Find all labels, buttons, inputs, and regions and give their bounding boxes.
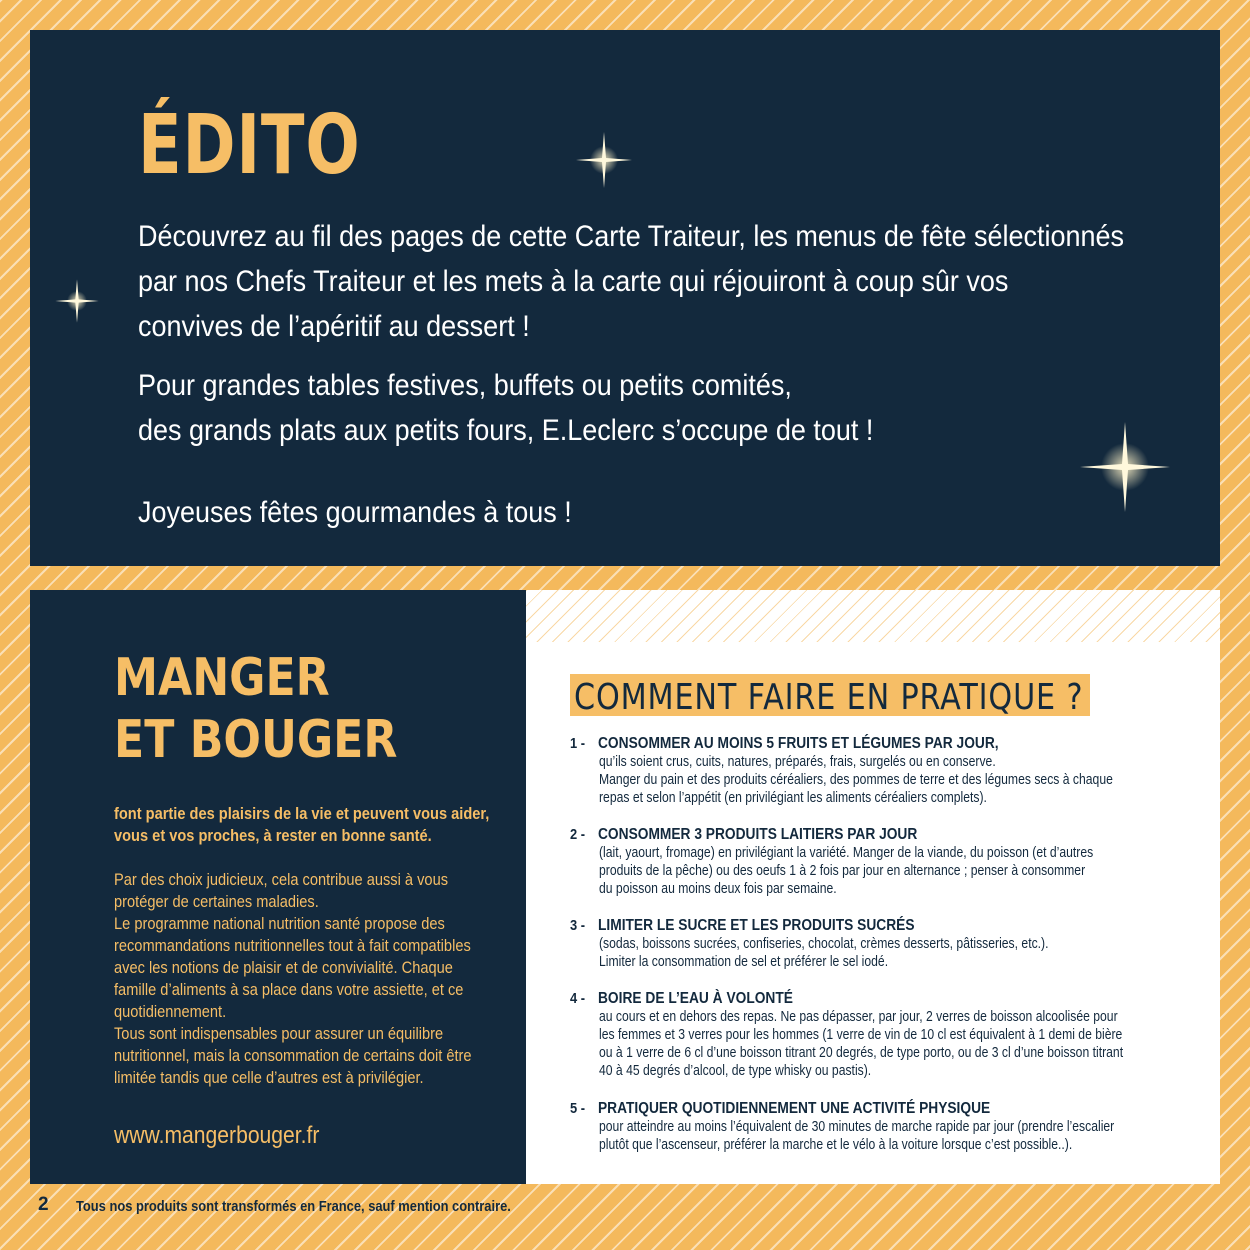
- advice-line: repas et selon l’appétit (en privilégiant les aliments céréaliers complets).: [599, 790, 987, 806]
- manger-bouger-body-line: Le programme national nutrition santé propose des: [114, 914, 445, 933]
- manger-bouger-body-line: avec les notions de plaisir et de convivialité. Chaque: [114, 958, 453, 977]
- advice-line: produits de la pêche) ou des oeufs 1 à 2 fois par jour en alternance ; penser à consommer: [599, 863, 1086, 879]
- edito-closing-line: Joyeuses fêtes gourmandes à tous !: [138, 496, 572, 529]
- pratique-heading: [570, 674, 1090, 716]
- manger-bouger-title: MANGER: [114, 648, 330, 708]
- advice-title: BOIRE DE L’EAU À VOLONTÉ: [598, 990, 793, 1007]
- advice-line: 40 à 45 degrés d’alcool, de type whisky ou pastis).: [599, 1063, 872, 1079]
- advice-title: LIMITER LE SUCRE ET LES PRODUITS SUCRÉS: [598, 917, 915, 934]
- manger-bouger-title: ET BOUGER: [114, 710, 398, 770]
- edito-paragraph-line: par nos Chefs Traiteur et les mets à la carte qui réjouiront à coup sûr vos: [138, 265, 1009, 298]
- edito-paragraph-line: Découvrez au fil des pages de cette Carte Traiteur, les menus de fête sélectionnés: [138, 220, 1125, 253]
- advice-line: Limiter la consommation de sel et préférer le sel iodé.: [599, 954, 889, 970]
- manger-bouger-body-line: Par des choix judicieux, cela contribue aussi à vous: [114, 870, 449, 889]
- sparkle-icon: [574, 130, 634, 190]
- advice-title: CONSOMMER AU MOINS 5 FRUITS ET LÉGUMES PAR JOUR,: [598, 735, 999, 752]
- edito-paragraph-line: Pour grandes tables festives, buffets ou petits comités,: [138, 369, 792, 402]
- advice-line: au cours et en dehors des repas. Ne pas dépasser, par jour, 2 verres de boisson alcoolisée pour: [599, 1009, 1118, 1025]
- manger-bouger-body-line: protéger de certaines maladies.: [114, 892, 319, 911]
- advice-line: qu’ils soient crus, cuits, natures, préparés, frais, surgelés ou en conserve.: [599, 754, 996, 770]
- advice-title: CONSOMMER 3 PRODUITS LAITIERS PAR JOUR: [598, 826, 918, 843]
- manger-bouger-body-line: limitée tandis que celle d’autres est à privilégier.: [114, 1068, 424, 1087]
- manger-bouger-body-line: quotidiennement.: [114, 1002, 227, 1021]
- advice-number: 2 -: [570, 826, 586, 843]
- edito-panel: [30, 30, 1220, 566]
- page-number: 2: [38, 1194, 49, 1215]
- advice-number: 5 -: [570, 1100, 586, 1117]
- manger-bouger-body-line: nutritionnel, mais la consommation de certains doit être: [114, 1046, 472, 1065]
- sparkle-icon: [1080, 422, 1170, 512]
- edito-title: ÉDITO: [138, 98, 361, 193]
- footer-note: Tous nos produits sont transformés en France, sauf mention contraire.: [76, 1198, 511, 1215]
- advice-line: du poisson au moins deux fois par semaine.: [599, 881, 837, 897]
- manger-bouger-intro: vous et vos proches, à rester en bonne santé.: [114, 826, 432, 845]
- mangerbouger-link[interactable]: www.mangerbouger.fr: [114, 1122, 320, 1149]
- manger-bouger-body-line: Tous sont indispensables pour assurer un équilibre: [114, 1024, 444, 1043]
- pratique-heading-text: COMMENT FAIRE EN PRATIQUE ?: [574, 677, 1084, 718]
- pratique-panel: [526, 590, 1220, 1184]
- advice-line: les femmes et 3 verres pour les hommes (1 verre de vin de 10 cl est équivalent à 1 demi de bière: [599, 1027, 1123, 1043]
- advice-number: 4 -: [570, 990, 586, 1007]
- advice-line: Manger du pain et des produits céréaliers, des pommes de terre et des légumes secs à chaque: [599, 772, 1113, 788]
- manger-bouger-intro: font partie des plaisirs de la vie et peuvent vous aider,: [114, 804, 490, 823]
- advice-title: PRATIQUER QUOTIDIENNEMENT UNE ACTIVITÉ PHYSIQUE: [598, 1100, 991, 1117]
- advice-number: 1 -: [570, 735, 586, 752]
- manger-bouger-panel: [30, 590, 526, 1184]
- advice-line: (lait, yaourt, fromage) en privilégiant la variété. Manger de la viande, du poisson (et d’autres: [599, 845, 1094, 861]
- advice-line: (sodas, boissons sucrées, confiseries, chocolat, crèmes desserts, pâtisseries, etc.).: [599, 936, 1049, 952]
- manger-bouger-body-line: famille d’aliments à sa place dans votre assiette, et ce: [114, 980, 464, 999]
- advice-line: plutôt que l’ascenseur, préférer la marche et le vélo à la voiture lorsque c’est possible..).: [599, 1137, 1073, 1153]
- advice-line: ou à 1 verre de 6 cl d’une boisson titrant 20 degrés, de type porto, ou de 3 cl d’une boisson titrant: [599, 1045, 1124, 1061]
- edito-paragraph-line: convives de l’apéritif au dessert !: [138, 310, 530, 343]
- manger-bouger-body-line: recommandations nutritionnelles tout à fait compatibles: [114, 936, 471, 955]
- edito-paragraph-line: des grands plats aux petits fours, E.Leclerc s’occupe de tout !: [138, 414, 874, 447]
- advice-line: pour atteindre au moins l’équivalent de 30 minutes de marche rapide par jour (prendre l’escalier: [599, 1119, 1115, 1135]
- sparkle-icon: [52, 276, 102, 326]
- advice-number: 3 -: [570, 917, 586, 934]
